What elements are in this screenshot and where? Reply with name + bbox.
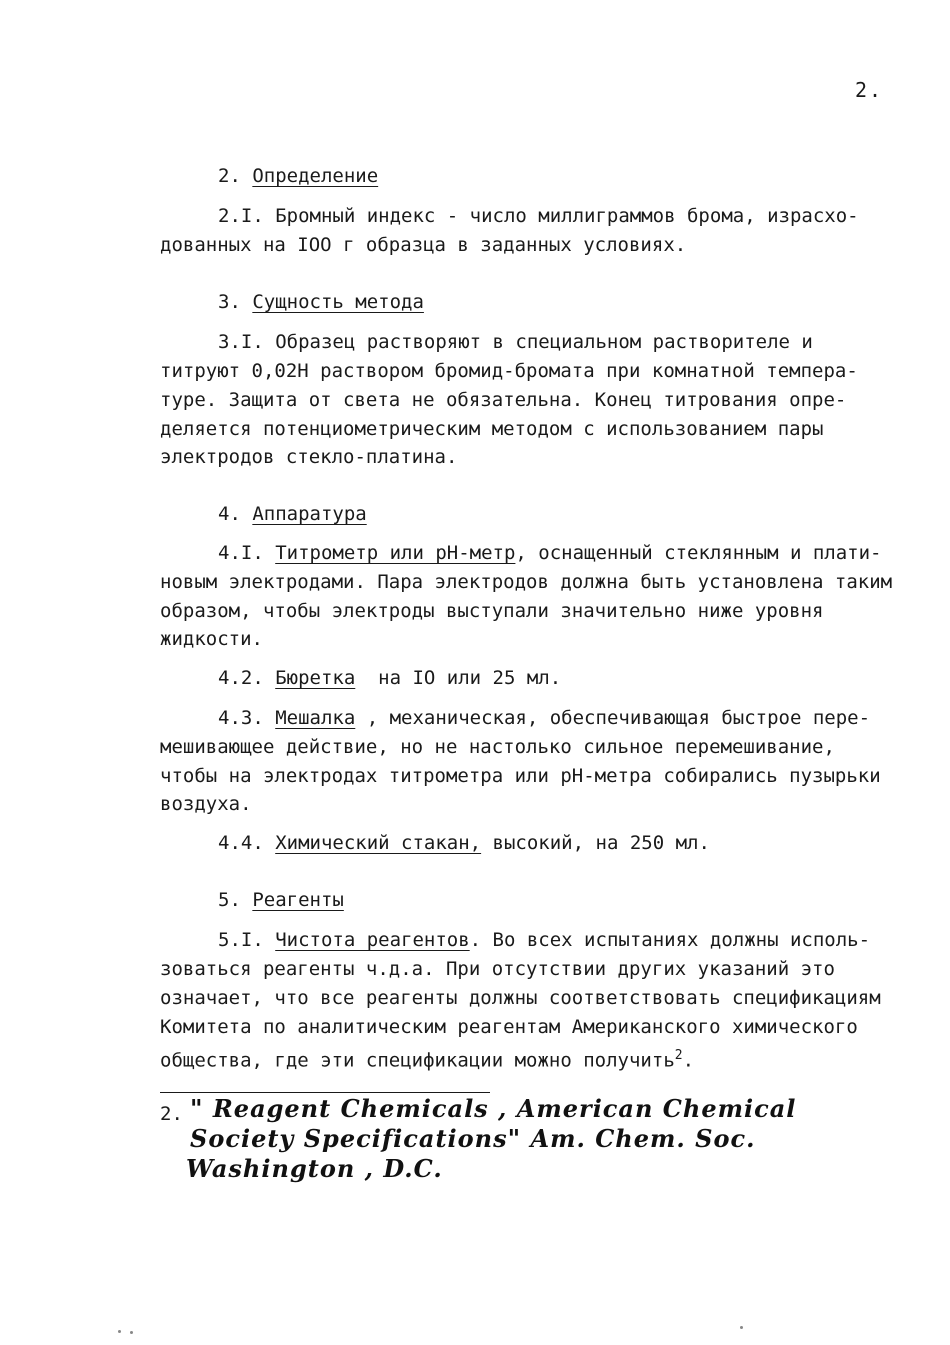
section-3-heading (218, 288, 424, 316)
section-title: Реагенты (252, 889, 344, 911)
item-text: на IO или 25 мл. (355, 667, 562, 689)
item-title: Титрометр или pH-метр (275, 542, 516, 564)
paragraph-line: титруют 0,02Н раствором бромид-бромата при комнатной темпера- (160, 360, 858, 382)
paragraph-line (160, 1042, 694, 1074)
section-title: Определение (252, 165, 379, 187)
item-4-3 (218, 704, 870, 732)
paragraph-line: означает, что все реагенты должны соответствовать спецификациям (160, 987, 881, 1009)
footnote-reference: 2 (674, 1048, 683, 1063)
item-5-1 (218, 926, 870, 954)
item-title: Чистота реагентов (275, 929, 470, 951)
section-5-heading (218, 886, 344, 914)
paragraph-line: новым электродами. Пара электродов должна быть установлена таким (160, 571, 893, 593)
paragraph-line: электродов стекло-платина. (160, 446, 458, 468)
paragraph-line: Комитета по аналитическим реагентам Американского химического (160, 1016, 858, 1038)
section-title: Сущность метода (252, 291, 424, 313)
item-text: . Во всех испытаниях должны исполь- (469, 929, 871, 951)
paragraph-end: . (682, 1049, 695, 1072)
paragraph-line: зоваться реагенты ч.д.а. При отсутствии других указаний это (160, 958, 835, 980)
scan-speck (118, 1330, 121, 1333)
paragraph-line: образом, чтобы электроды выступали значительно ниже уровня (160, 600, 824, 622)
paragraph-line: воздуха. (160, 793, 252, 815)
item-number: 5.I. (218, 929, 276, 951)
item-title: Химический стакан, (275, 832, 482, 854)
footnote-handwritten-line: Society Specifications" Am. Chem. Soc. (190, 1124, 756, 1153)
section-number: 3. (218, 291, 253, 313)
section-number: 5. (218, 889, 253, 911)
paragraph-line: 2.I. Бромный индекс - число миллиграммов брома, израсхо- (218, 205, 859, 227)
item-4-2 (218, 664, 561, 692)
scan-speck (740, 1326, 743, 1329)
item-text: , оснащенный стеклянным и плати- (515, 542, 882, 564)
section-number: 2. (218, 165, 253, 187)
footnote-handwritten-line: " Reagent Chemicals , American Chemical (190, 1094, 797, 1123)
item-title: Бюретка (275, 667, 356, 689)
paragraph-line: дованных на IOO г образца в заданных условиях. (160, 234, 687, 256)
footnote-marker: 2. (160, 1103, 183, 1125)
footnote-divider (160, 1092, 490, 1093)
paragraph-line: 3.I. Образец растворяют в специальном растворителе и (218, 331, 813, 353)
page-number: 2. (855, 78, 884, 102)
item-title: Мешалка (275, 707, 356, 729)
item-number: 4.3. (218, 707, 276, 729)
item-number: 4.2. (218, 667, 276, 689)
item-number: 4.I. (218, 542, 276, 564)
item-4-1 (218, 539, 881, 567)
paragraph-text: общества, где эти спецификации можно получить (160, 1049, 675, 1072)
scan-speck (130, 1331, 133, 1334)
paragraph-line: жидкости. (160, 628, 263, 650)
item-4-4 (218, 829, 710, 857)
section-4-heading (218, 500, 367, 528)
section-title: Аппаратура (252, 503, 367, 525)
footnote-handwritten-line: Washington , D.C. (186, 1154, 443, 1183)
paragraph-line: чтобы на электродах титрометра или pH-метра собирались пузырьки (160, 765, 881, 787)
item-text: высокий, на 250 мл. (481, 832, 710, 854)
item-number: 4.4. (218, 832, 276, 854)
section-2-heading (218, 162, 378, 190)
section-number: 4. (218, 503, 253, 525)
item-text: , механическая, обеспечивающая быстрое пере- (355, 707, 871, 729)
paragraph-line: мешивающее действие, но не настолько сильное перемешивание, (160, 736, 835, 758)
paragraph-line: туре. Защита от света не обязательна. Конец титрования опре- (160, 389, 847, 411)
paragraph-line: деляется потенциометрическим методом с использованием пары (160, 418, 824, 440)
